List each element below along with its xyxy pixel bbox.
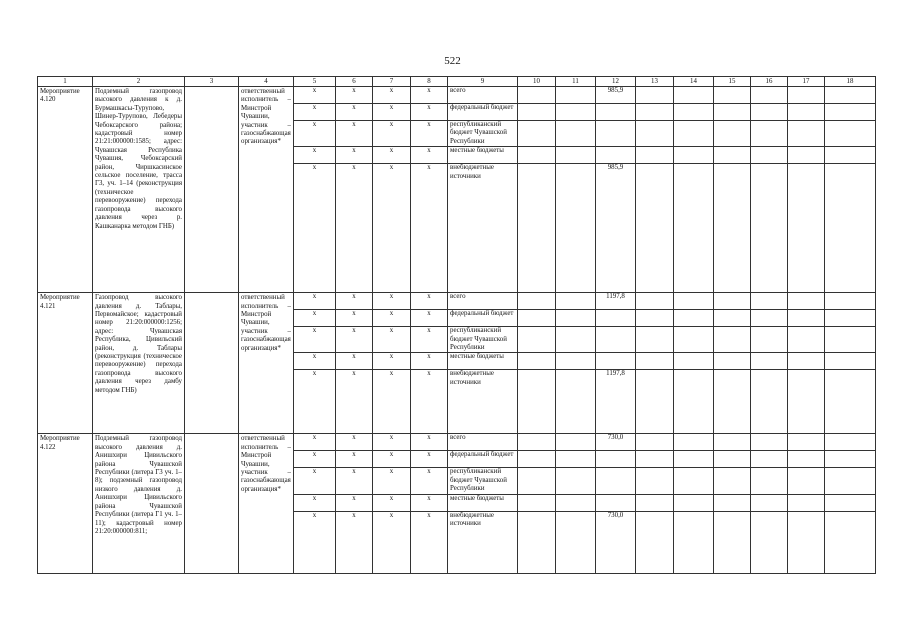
year-value [518,370,556,434]
year-value [714,104,751,121]
code-mark: х [336,353,373,370]
code-mark: х [373,468,411,494]
code-mark: х [411,293,448,310]
year-value [518,121,556,147]
code-mark: х [411,121,448,147]
year-value [788,293,825,310]
code-mark: х [336,451,373,468]
year-value [636,353,674,370]
funding-source: местные бюджеты [448,494,518,511]
year-value [825,494,876,511]
funding-source: федеральный бюджет [448,310,518,327]
code-mark: х [373,147,411,164]
year-value [636,451,674,468]
code-mark: х [336,511,373,573]
year-value [714,293,751,310]
year-value [596,104,636,121]
year-value [788,164,825,293]
year-value [674,293,714,310]
year-value [518,147,556,164]
code-mark: х [373,370,411,434]
empty-cell [185,434,239,573]
year-value [714,164,751,293]
year-value [825,164,876,293]
year-value [674,451,714,468]
year-value [751,121,788,147]
year-value [751,310,788,327]
year-value [596,468,636,494]
code-mark: х [294,327,336,353]
year-value [825,327,876,353]
code-mark: х [336,87,373,104]
code-mark: х [294,293,336,310]
empty-cell [185,293,239,434]
year-value [556,434,596,451]
year-value [556,293,596,310]
code-mark: х [411,494,448,511]
column-header: 10 [518,77,556,87]
year-value [596,451,636,468]
year-value [714,310,751,327]
column-header: 8 [411,77,448,87]
year-value [714,434,751,451]
table-row [38,293,876,310]
year-value [674,87,714,104]
year-value [788,511,825,573]
year-value [825,87,876,104]
year-value [518,104,556,121]
code-mark: х [411,370,448,434]
code-mark: х [294,310,336,327]
year-value [788,327,825,353]
year-value [825,434,876,451]
year-value [518,327,556,353]
year-value [674,104,714,121]
year-value: 1197,8 [596,370,636,434]
code-mark: х [294,147,336,164]
code-mark: х [373,494,411,511]
year-value [751,164,788,293]
year-value: 985,9 [596,164,636,293]
year-value [714,370,751,434]
year-value [596,310,636,327]
year-value [518,468,556,494]
year-value [596,147,636,164]
year-value: 730,0 [596,434,636,451]
code-mark: х [336,327,373,353]
year-value [714,121,751,147]
year-value [825,310,876,327]
code-mark: х [373,104,411,121]
funding-source: внебюджетные источники [448,370,518,434]
code-mark: х [294,353,336,370]
funding-source: республиканский бюджет Чувашской Республики [448,327,518,353]
measure-executor: ответственный исполнитель – Минстрой Чувашии, участник – газоснабжающая организация* [239,87,294,293]
year-value [556,468,596,494]
year-value [556,310,596,327]
code-mark: х [294,468,336,494]
funding-source: федеральный бюджет [448,104,518,121]
column-header: 17 [788,77,825,87]
funding-source: республиканский бюджет Чувашской Республики [448,468,518,494]
year-value [556,451,596,468]
year-value [788,87,825,104]
measure-id: Мероприятие 4.122 [38,434,93,573]
code-mark: х [373,451,411,468]
year-value [674,370,714,434]
code-mark: х [373,434,411,451]
year-value: 730,0 [596,511,636,573]
year-value [556,370,596,434]
year-value [518,451,556,468]
year-value [674,511,714,573]
year-value [636,293,674,310]
code-mark: х [336,494,373,511]
year-value [674,327,714,353]
code-mark: х [294,104,336,121]
year-value [751,104,788,121]
code-mark: х [336,164,373,293]
code-mark: х [411,511,448,573]
code-mark: х [294,451,336,468]
year-value [636,164,674,293]
year-value [751,468,788,494]
column-header: 5 [294,77,336,87]
year-value [596,353,636,370]
year-value [556,87,596,104]
year-value [788,370,825,434]
year-value [751,327,788,353]
code-mark: х [294,121,336,147]
year-value [518,494,556,511]
year-value [825,293,876,310]
year-value [788,121,825,147]
year-value [788,494,825,511]
empty-cell [185,87,239,293]
year-value [674,353,714,370]
column-header: 11 [556,77,596,87]
code-mark: х [411,87,448,104]
funding-source: внебюджетные источники [448,164,518,293]
code-mark: х [294,511,336,573]
year-value [751,147,788,164]
code-mark: х [411,147,448,164]
column-header: 4 [239,77,294,87]
year-value [556,164,596,293]
code-mark: х [373,293,411,310]
year-value [788,451,825,468]
year-value [751,293,788,310]
year-value [636,147,674,164]
year-value [674,434,714,451]
year-value [788,434,825,451]
year-value [751,370,788,434]
year-value [825,353,876,370]
year-value [825,121,876,147]
column-header: 18 [825,77,876,87]
year-value [636,434,674,451]
year-value: 985,9 [596,87,636,104]
year-value [674,164,714,293]
code-mark: х [294,87,336,104]
code-mark: х [411,353,448,370]
year-value [556,494,596,511]
year-value [788,104,825,121]
year-value [636,121,674,147]
year-value: 1197,8 [596,293,636,310]
year-value [825,468,876,494]
column-header: 2 [93,77,185,87]
code-mark: х [411,327,448,353]
code-mark: х [373,87,411,104]
code-mark: х [336,468,373,494]
code-mark: х [373,164,411,293]
year-value [825,104,876,121]
column-header: 9 [448,77,518,87]
table-row [38,87,876,104]
year-value [518,353,556,370]
code-mark: х [336,434,373,451]
year-value [788,468,825,494]
code-mark: х [373,327,411,353]
year-value [636,310,674,327]
year-value [751,87,788,104]
year-value [714,87,751,104]
column-header: 13 [636,77,674,87]
year-value [636,468,674,494]
year-value [751,434,788,451]
year-value [714,494,751,511]
year-value [714,327,751,353]
code-mark: х [373,511,411,573]
year-value [674,494,714,511]
column-header: 3 [185,77,239,87]
year-value [788,353,825,370]
year-value [556,104,596,121]
year-value [674,121,714,147]
year-value [825,511,876,573]
measure-id: Мероприятие 4.120 [38,87,93,293]
year-value [636,370,674,434]
year-value [518,434,556,451]
year-value [714,451,751,468]
year-value [596,327,636,353]
year-value [674,147,714,164]
year-value [518,511,556,573]
column-header: 1 [38,77,93,87]
measure-executor: ответственный исполнитель – Минстрой Чувашии, участник – газоснабжающая организация* [239,434,294,573]
year-value [596,121,636,147]
year-value [596,494,636,511]
measure-id: Мероприятие 4.121 [38,293,93,434]
column-header: 12 [596,77,636,87]
funding-source: всего [448,293,518,310]
year-value [518,87,556,104]
year-value [714,468,751,494]
funding-source: всего [448,87,518,104]
funding-source: республиканский бюджет Чувашской Республики [448,121,518,147]
table-row [38,434,876,451]
code-mark: х [294,164,336,293]
column-header: 6 [336,77,373,87]
code-mark: х [373,121,411,147]
year-value [751,494,788,511]
year-value [825,147,876,164]
funding-source: местные бюджеты [448,147,518,164]
column-header: 16 [751,77,788,87]
code-mark: х [411,468,448,494]
year-value [788,147,825,164]
year-value [518,310,556,327]
code-mark: х [336,104,373,121]
year-value [556,147,596,164]
year-value [556,353,596,370]
header-row [38,77,876,87]
code-mark: х [294,494,336,511]
funding-source: всего [448,434,518,451]
funding-source: внебюджетные источники [448,511,518,573]
column-header: 7 [373,77,411,87]
code-mark: х [373,310,411,327]
year-value [674,468,714,494]
code-mark: х [294,370,336,434]
column-header: 14 [674,77,714,87]
year-value [751,451,788,468]
code-mark: х [336,310,373,327]
year-value [714,353,751,370]
code-mark: х [411,310,448,327]
year-value [636,327,674,353]
page-number: 522 [444,55,461,67]
year-value [636,87,674,104]
code-mark: х [373,353,411,370]
year-value [714,147,751,164]
measure-executor: ответственный исполнитель – Минстрой Чувашии, участник – газоснабжающая организация* [239,293,294,434]
code-mark: х [411,104,448,121]
code-mark: х [336,147,373,164]
year-value [751,511,788,573]
column-header: 15 [714,77,751,87]
year-value [556,511,596,573]
measure-description: Подземный газопровод высокого давления к д. Бурмашкасы-Турупово, Шинер-Турупово, Лебедеры Чебоксарского района; кадастровый номер 21:21:000000:1585; адрес: Чувашская Республика Чувашия, Чебоксарский район, Чиршкасинское сельское поселение, трасса Г3, уч. 1–14 (реконструкция (техническое перевооружение) перехода газопровода высокого давления через р. Кашканарка методом ГНБ) [93,87,185,293]
code-mark: х [336,370,373,434]
year-value [556,121,596,147]
code-mark: х [411,434,448,451]
year-value [636,494,674,511]
year-value [518,164,556,293]
year-value [518,293,556,310]
year-value [714,511,751,573]
year-value [825,451,876,468]
code-mark: х [294,434,336,451]
year-value [636,511,674,573]
year-value [751,353,788,370]
funding-source: федеральный бюджет [448,451,518,468]
code-mark: х [411,164,448,293]
year-value [788,310,825,327]
program-table [37,76,876,574]
year-value [636,104,674,121]
measure-description: Газопровод высокого давления д. Таблары, Первомайское; кадастровый номер 21:20:000000:1256; адрес: Чувашская Республика, Цивильский район, д. Таблары (реконструкция (техническое перевооружение) перехода газопровода высокого давления через дамбу методом ГНБ) [93,293,185,434]
year-value [674,310,714,327]
code-mark: х [336,293,373,310]
year-value [825,370,876,434]
funding-source: местные бюджеты [448,353,518,370]
code-mark: х [336,121,373,147]
code-mark: х [411,451,448,468]
measure-description: Подземный газопровод высокого давления д. Анишхири Цивильского района Чувашской Республики (литера Г3 уч. 1–8); подземный газопровод низкого давления д. Анишхири Цивильского района Чувашской Республики (литера Г1 уч. 1–11); кадастровый номер 21:20:000000:811; [93,434,185,573]
year-value [556,327,596,353]
